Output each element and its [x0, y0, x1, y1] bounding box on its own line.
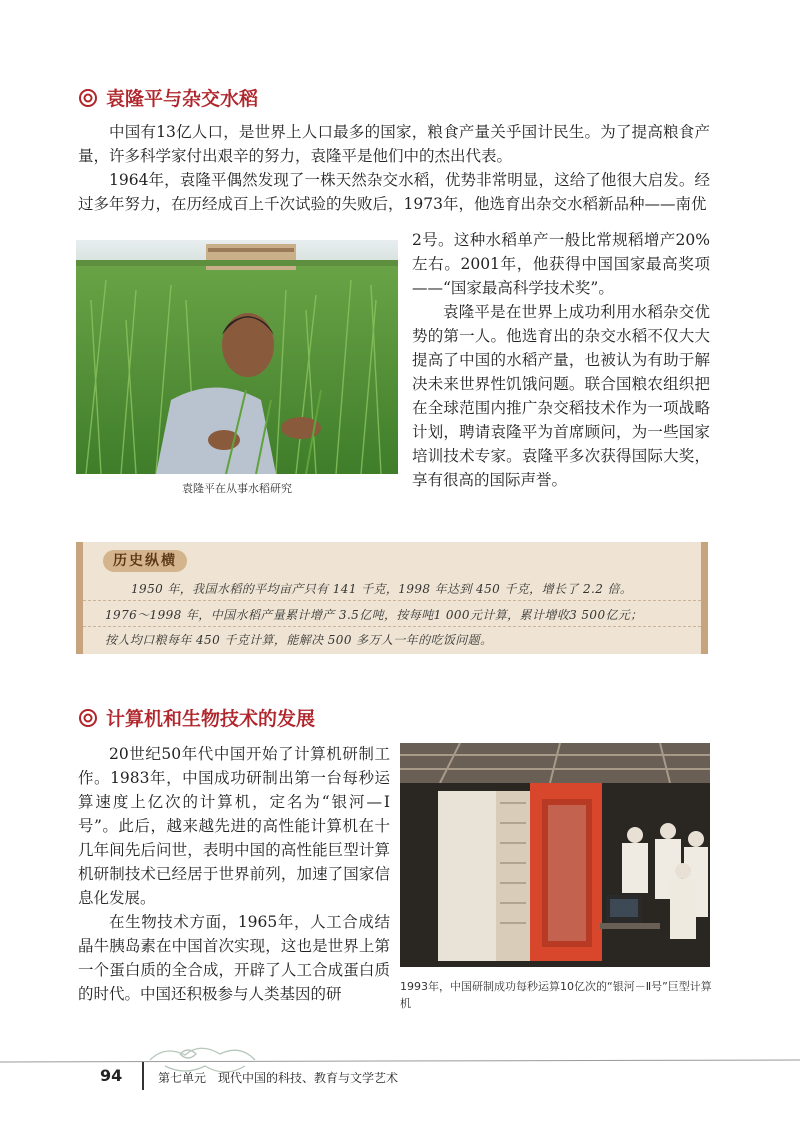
section-title-yuan — [78, 84, 258, 111]
paragraph: 袁隆平是在世界上成功利用水稻杂交优势的第一人。他选育出的杂交水稻不仅大大提高了中国的水稻产量，也被认为有助于解决未来世界性饥饿问题。联合国粮农组织把在全球范围内推广杂交稻技术作为一项战略计划，聘请袁隆平为首席顾问，为一些国家培训技术专家。袁隆平多次获得国际大奖，享有很高的国际声誉。 — [412, 303, 710, 489]
history-line-3: 按人均口粮每年 450 千克计算，能解决 500 多万人一年的吃饭问题。 — [105, 633, 493, 647]
section2-body — [78, 742, 390, 1006]
divider — [83, 626, 701, 627]
footer-divider — [142, 1062, 144, 1090]
rice-field-photo — [76, 240, 398, 474]
paragraph: 1964年，袁隆平偶然发现了一株天然杂交水稻，优势非常明显，这给了他很大启发。经过多年努力，在历经成百上千次试验的失败后，1973年，他选育出杂交水稻新品种——南优 — [78, 171, 710, 213]
section1-side-text — [412, 228, 710, 492]
paragraph: 20世纪50年代中国开始了计算机研制工作。1983年，中国成功研制出第一台每秒运算速度上亿次的计算机，定名为“银河—Ⅰ号”。此后，越来越先进的高性能计算机在十几年间先后问世，表明中国的高性能巨型计算机研制技术已经居于世界前列，加速了国家信息化发展。 — [78, 745, 390, 907]
section-title-computer — [78, 704, 315, 731]
section1-body-top — [78, 120, 710, 216]
paragraph: 在生物技术方面，1965年，人工合成结晶牛胰岛素在中国首次实现，这也是世界上第一个蛋白质的全合成，开辟了人工合成蛋白质的时代。中国还积极参与人类基因的研 — [78, 913, 390, 1003]
bullseye-icon — [78, 88, 98, 108]
history-line-1: 1950 年，我国水稻的平均亩产只有 141 千克，1998 年达到 450 千克，增长了 2.2 倍。 — [131, 582, 633, 596]
history-line-2: 1976～1998 年，中国水稻产量累计增产 3.5亿吨，按每吨1 000元计算，累计增收3 500亿元； — [105, 608, 643, 622]
paragraph: 中国有13亿人口，是世界上人口最多的国家，粮食产量关乎国计民生。为了提高粮食产量，许多科学家付出艰辛的努力，袁隆平是他们中的杰出代表。 — [78, 123, 710, 165]
computer-photo — [400, 743, 710, 967]
photo-caption: 1993年，中国研制成功每秒运算10亿次的“银河－Ⅱ号”巨型计算机 — [400, 980, 712, 1010]
photo-caption: 袁隆平在从事水稻研究 — [182, 482, 292, 495]
history-tag: 历史纵横 — [103, 550, 187, 570]
section-title-text: 袁隆平与杂交水稻 — [106, 88, 259, 110]
bullseye-icon — [78, 708, 98, 728]
paragraph: 2号。这种水稻单产一般比常规稻增产20%左右。2001年，他获得中国国家最高奖项——“国家最高科学技术奖”。 — [412, 231, 710, 297]
divider — [83, 600, 701, 601]
page-number: 94 — [100, 1066, 123, 1085]
chapter-title: 第七单元 现代中国的科技、教育与文学艺术 — [158, 1071, 399, 1085]
section-title-text: 计算机和生物技术的发展 — [106, 708, 316, 730]
history-box — [76, 542, 708, 654]
